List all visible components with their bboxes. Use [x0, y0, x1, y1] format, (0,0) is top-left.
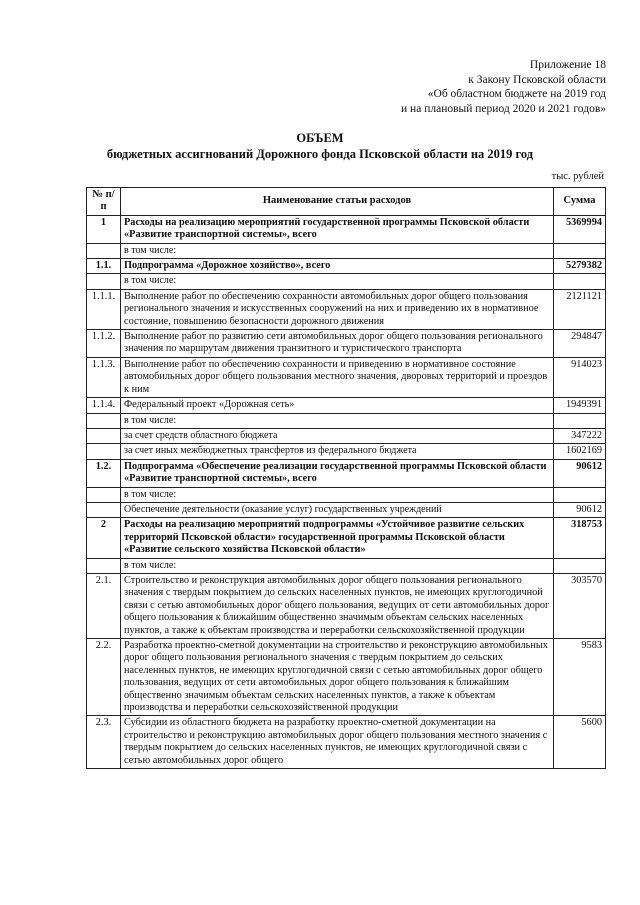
appendix-line: к Закону Псковской области: [468, 73, 606, 86]
table-row: [87, 259, 606, 274]
row-sum: 2121121: [554, 289, 606, 329]
header-num: № п/п: [87, 188, 121, 216]
row-num: 1.1.1.: [87, 289, 121, 329]
row-sum: [554, 558, 606, 573]
row-name: в том числе:: [121, 487, 554, 502]
row-name: Расходы на реализацию мероприятий государственной программы Псковской области «Развитие транспортной системы», всего: [121, 215, 554, 243]
appendix-line: «Об областном бюджете на 2019 год: [427, 88, 606, 100]
row-num: [87, 243, 121, 258]
table-row: [87, 716, 606, 769]
row-sum: [554, 487, 606, 502]
row-num: 1.1.3.: [87, 357, 121, 397]
row-num: 2.2.: [87, 639, 121, 716]
row-name: Расходы на реализацию мероприятий подпрограммы «Устойчивое развитие сельских территорий Псковской области» государственной программы Псковской области «Развитие сельского хозяйства Псковской области»: [121, 518, 554, 558]
row-sum: 90612: [554, 502, 606, 517]
table-row: [87, 289, 606, 329]
row-sum: 303570: [554, 573, 606, 638]
row-name: Выполнение работ по обеспечению сохранности автомобильных дорог общего пользования регионального значения и искусственных сооружений на них и приведению их в нормативное состояние, повышению безопасности дорожного движения: [121, 289, 554, 329]
row-name: Подпрограмма «Обеспечение реализации государственной программы Псковской области «Развитие транспортной системы», всего: [121, 459, 554, 487]
row-name: Федеральный проект «Дорожная сеть»: [121, 398, 554, 413]
budget-table: [86, 187, 606, 769]
row-num: 1.1.2.: [87, 330, 121, 358]
table-row: [87, 639, 606, 716]
row-sum: 347222: [554, 428, 606, 443]
row-num: 1: [87, 215, 121, 243]
row-name: в том числе:: [121, 243, 554, 258]
table-row: [87, 215, 606, 243]
row-name: в том числе:: [121, 558, 554, 573]
units-label: тыс. рублей: [551, 171, 604, 182]
appendix-line: Приложение 18: [529, 59, 606, 71]
row-num: [87, 413, 121, 428]
row-num: [87, 274, 121, 289]
row-sum: [554, 274, 606, 289]
table-row: [87, 444, 606, 459]
row-name: в том числе:: [121, 413, 554, 428]
table-row: [87, 518, 606, 558]
header-sum: Сумма: [554, 188, 606, 216]
row-name: за счет иных межбюджетных трансфертов из федерального бюджета: [121, 444, 554, 459]
table-row: [87, 330, 606, 358]
row-sum: 9583: [554, 639, 606, 716]
row-name: в том числе:: [121, 274, 554, 289]
row-num: 2.3.: [87, 716, 121, 769]
row-name: Выполнение работ по обеспечению сохранности и приведению в нормативное состояние автомобильных дорог общего пользования местного значения, дворовых территорий и проездов к ним: [121, 357, 554, 397]
row-sum: 5369994: [554, 215, 606, 243]
row-name: за счет средств областного бюджета: [121, 428, 554, 443]
table-row: [87, 357, 606, 397]
table-row: [87, 502, 606, 517]
row-name: Подпрограмма «Дорожное хозяйство», всего: [121, 259, 554, 274]
row-sum: 1602169: [554, 444, 606, 459]
row-sum: 914023: [554, 357, 606, 397]
appendix-block: [401, 58, 606, 116]
row-name: Выполнение работ по развитию сети автомобильных дорог общего пользования регионального значения по маршрутам движения транзитного и туристического транспорта: [121, 330, 554, 358]
row-sum: 294847: [554, 330, 606, 358]
table-row: [87, 428, 606, 443]
table-row: [87, 274, 606, 289]
row-sum: [554, 413, 606, 428]
row-sum: 318753: [554, 518, 606, 558]
table-row: [87, 573, 606, 638]
row-num: [87, 558, 121, 573]
table-row: [87, 243, 606, 258]
document-title: [0, 130, 640, 162]
row-num: 1.1.: [87, 259, 121, 274]
row-name: Строительство и реконструкция автомобильных дорог общего пользования регионального значения с твердым покрытием до сельских населенных пунктов, не имеющих круглогодичной связи с сетью автомобильных дорог общего пользования, ведущих от сети автомобильных дорог общего пользования к ближайшим общественно значимым объектам сельских населенных пунктов, а также к объектам производства и переработки сельскохозяйственной продукции: [121, 573, 554, 638]
row-sum: 5279382: [554, 259, 606, 274]
row-num: 2.1.: [87, 573, 121, 638]
table-row: [87, 558, 606, 573]
table-row: [87, 459, 606, 487]
row-sum: [554, 243, 606, 258]
row-name: Обеспечение деятельности (оказание услуг) государственных учреждений: [121, 502, 554, 517]
title-line: ОБЪЕМ: [296, 131, 344, 145]
row-num: [87, 444, 121, 459]
row-num: 1.1.4.: [87, 398, 121, 413]
row-sum: 1949391: [554, 398, 606, 413]
row-num: [87, 502, 121, 517]
row-num: [87, 487, 121, 502]
row-sum: 90612: [554, 459, 606, 487]
row-num: 1.2.: [87, 459, 121, 487]
row-num: 2: [87, 518, 121, 558]
header-name: Наименование статьи расходов: [121, 188, 554, 216]
table-row: [87, 487, 606, 502]
row-name: Разработка проектно-сметной документации на строительство и реконструкцию автомобильных дорог общего пользования регионального значения с твердым покрытием до сельских населенных пунктов, не имеющих круглогодичной связи с сетью автомобильных дорог общего пользования, ведущих от сети автомобильных дорог общего пользования к ближайшим общественно значимым объектам сельских населенных пунктов, а также к объектам производства и переработки сельскохозяйственной продукции: [121, 639, 554, 716]
appendix-line: и на плановый период 2020 и 2021 годов»: [401, 102, 606, 115]
row-name: Субсидии из областного бюджета на разработку проектно-сметной документации на строительство и реконструкцию автомобильных дорог общего пользования местного значения с твердым покрытием до сельских населенных пунктов, не имеющих круглогодичной связи с сетью автомобильных дорог общего: [121, 716, 554, 769]
table-row: [87, 398, 606, 413]
row-sum: 5600: [554, 716, 606, 769]
row-num: [87, 428, 121, 443]
title-line: бюджетных ассигнований Дорожного фонда Псковской области на 2019 год: [106, 147, 534, 161]
table-row: [87, 413, 606, 428]
table-header-row: [87, 188, 606, 216]
